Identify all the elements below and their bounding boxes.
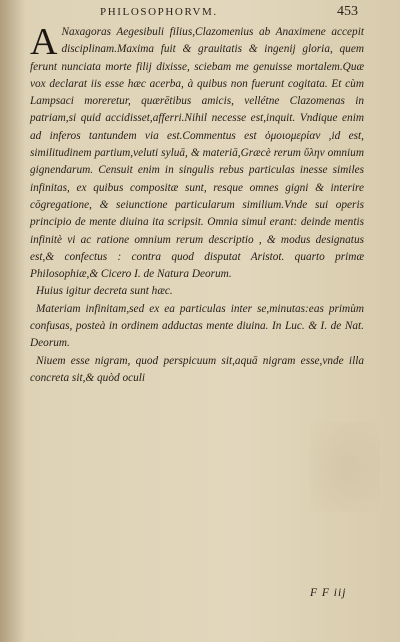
paragraph-text: Naxagoras Aegesibuli filius,Clazomenius ab Anaximene accepit disciplinam.Maxima fuit & grauitatis & ingenij gloria, quem ferunt nunciata morte filij dixisse, sciebam me genuisse mortalem.Quæ vox declarat iis esse hæc acerba, à quibus non fuerunt cogitata. Et cùm Lampsaci moreretur, quærētibus amicis, vellétne Clazomenas in patriam,si quid accidisset,afferri.Nihil necesse est,inquit. Vndique enim ad inferos tantundem via est.Commentus est ὁμοιομερίαν ,id est, similitudinem partium,veluti syluā, & materiā,Græcè rerum ὕλην omnium gignendarum. Censuit enim in singulis rebus particulas inesse similes infinitas, ex quibus compositæ sunt, resque omnes gigni & interire cōgregatione, & seiunctione particularum similium.Vnde sui operis principio de mente diuina ita scripsit. Omnia simul erant: deinde mentis infinitè vi ac ratione omnium rerum descriptio , & modus designatus est,& confectus : contra quod disputat Aristot. quarto primæ Philosophiæ,& Cicero I. de Natura Deorum. (30, 26, 364, 281)
body-text (30, 21, 364, 387)
paragraph-niuem: Niuem esse nigram, quod perspicuum sit,aquā nigram esse,vnde illa concreta sit,& quòd oculi (30, 354, 364, 384)
signature-mark: F F iij (310, 587, 347, 599)
page-header (0, 6, 400, 26)
paragraph-decreta: Huius igitur decreta sunt hæc. (36, 285, 173, 298)
paragraph-materiam: Materiam infinitam,sed ex ea particulas inter se,minutas:eas primùm confusas, posteà in ordinem adductas mente diuina. In Luc. & I. de Nat. Deorum. (30, 302, 364, 350)
paper-stain (310, 422, 380, 512)
gutter-shadow (0, 0, 26, 642)
running-head: PHILOSOPHORVM. (100, 6, 218, 18)
page-number: 453 (337, 4, 358, 19)
paragraph-anaxagoras (30, 21, 364, 283)
drop-cap: A (30, 21, 58, 63)
